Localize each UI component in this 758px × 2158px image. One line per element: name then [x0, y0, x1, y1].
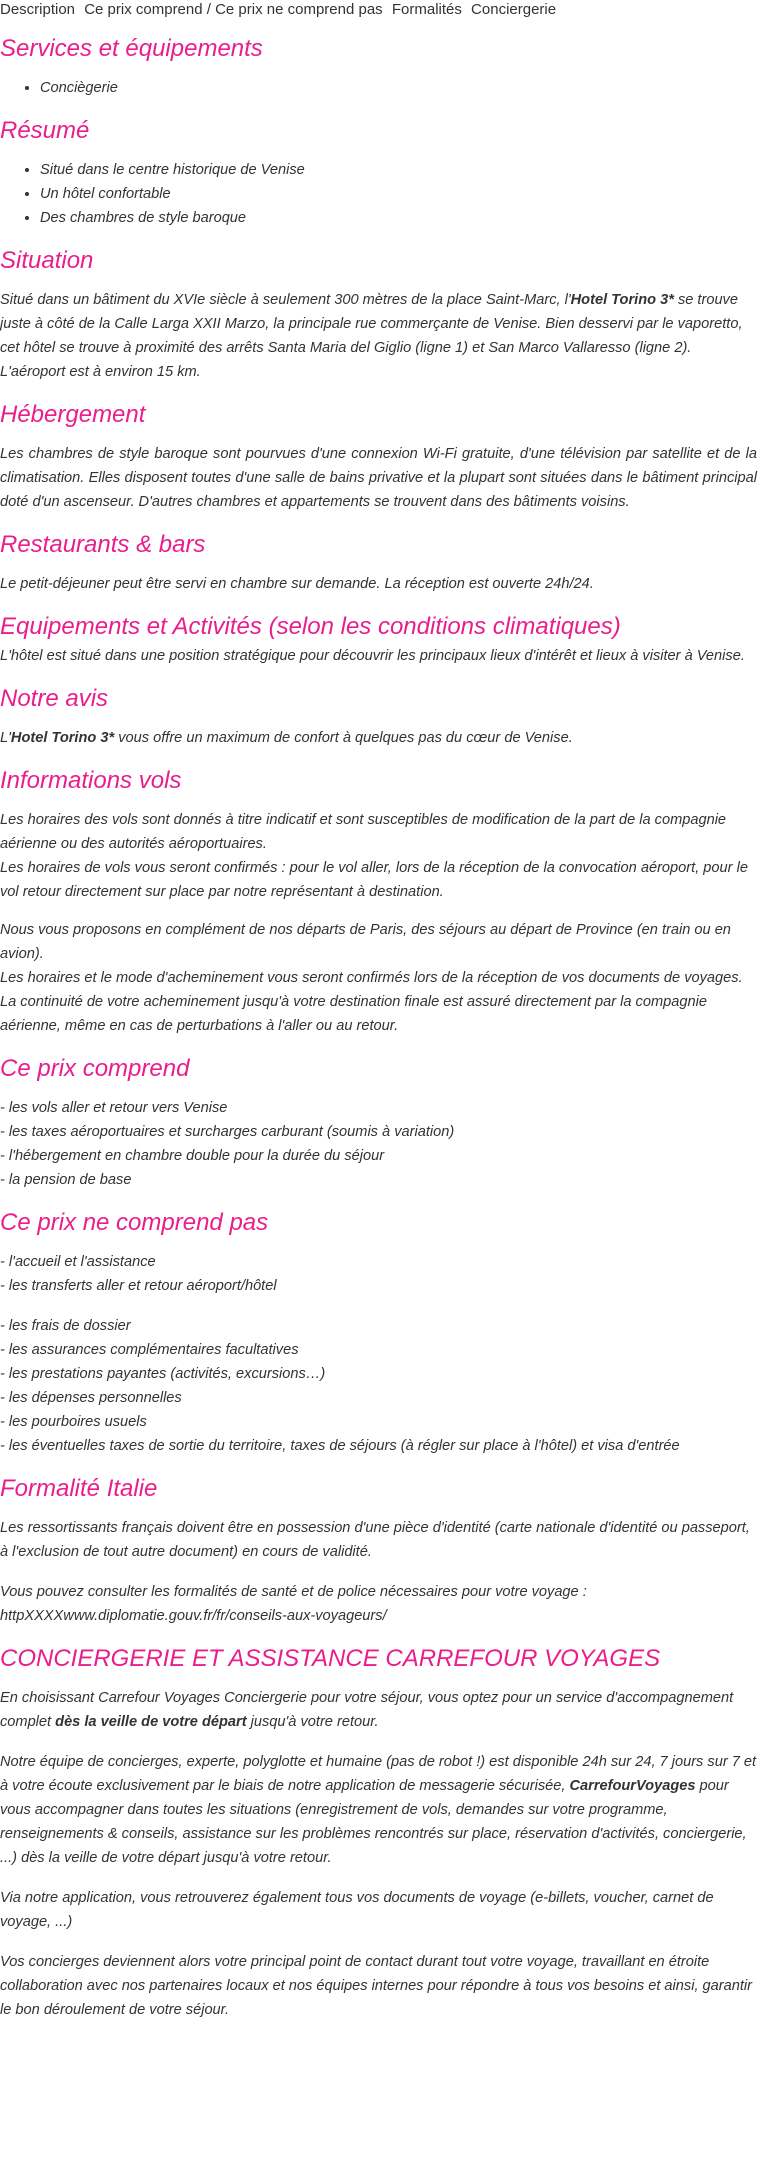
section-situation [0, 246, 757, 384]
hebergement-text: Les chambres de style baroque sont pourvues d'une connexion Wi-Fi gratuite, d'une télévision par satellite et de la climatisation. Elles disposent toutes d'une salle de bains privative et la plupart sont situées dans le bâtiment principal doté d'un ascenseur. D'autres chambres et appartements se trouvent dans des bâtiments voisins. [0, 446, 757, 510]
conciergerie-title: CONCIERGERIE ET ASSISTANCE CARREFOUR VOYAGES [0, 1645, 661, 1672]
text-line: Nous vous proposons en complément de nos départs de Paris, des séjours au départ de Province (en train ou en avion). [0, 922, 731, 962]
resume-title: Résumé [0, 117, 90, 144]
text-fragment: jusqu'à votre retour. [246, 1714, 379, 1730]
tab-prix[interactable]: Ce prix comprend / Ce prix ne comprend pas [84, 1, 383, 18]
text-bold: dès la veille de votre départ [55, 1714, 247, 1730]
avis-text [0, 726, 757, 750]
section-avis [0, 684, 757, 750]
list-item: - les vols aller et retour vers Venise [0, 1100, 228, 1116]
hebergement-title: Hébergement [0, 401, 146, 428]
list-item: - les transferts aller et retour aéroport/hôtel [0, 1278, 277, 1294]
list-item: - les taxes aéroportuaires et surcharges carburant (soumis à variation) [0, 1124, 455, 1140]
text-line: Les horaires des vols sont donnés à titre indicatif et sont susceptibles de modification de la part de la compagnie aérienne ou des autorités aéroportuaires. [0, 812, 727, 852]
vols-title: Informations vols [0, 767, 182, 794]
section-restaurants [0, 530, 757, 596]
hotel-name: Hotel Torino 3* [570, 292, 674, 308]
text-line: Les horaires et le mode d'acheminement vous seront confirmés lors de la réception de vos documents de voyages. [0, 970, 743, 986]
comprend-title: Ce prix comprend [0, 1055, 190, 1082]
services-title: Services et équipements [0, 35, 263, 62]
list-item: • Des chambres de style baroque [40, 206, 757, 230]
tab-formalites[interactable]: Formalités [391, 1, 462, 18]
section-equipements [0, 612, 757, 668]
text-fragment: Situé dans un bâtiment du XVIe siècle à seulement 300 mètres de la place Saint-Marc, l' [0, 292, 571, 308]
section-comprend [0, 1054, 757, 1192]
comprend-list [0, 1096, 757, 1192]
text-fragment: pour vous accompagner dans toutes les situations (enregistrement de vols, demandes sur votre programme, renseignements & conseils, assistance sur les problèmes rencontrés sur place, réservation d'activités, conciergerie, ...) dès la veille de votre départ jusqu'à votre retour. [0, 1778, 747, 1866]
services-list [0, 76, 757, 100]
equipements-title: Equipements et Activités (selon les conditions climatiques) [0, 613, 621, 640]
diplomatie-link[interactable]: httpXXXXwww.diplomatie.gouv.fr/fr/conseils-aux-voyageurs/ [0, 1608, 387, 1624]
text-fragment: En choisissant Carrefour Voyages Conciergerie pour votre séjour, vous optez pour un service d'accompagnement complet [0, 1690, 734, 1730]
text-fragment: vous offre un maximum de confort à quelques pas du cœur de Venise. [114, 730, 573, 746]
text-fragment: se trouve juste à côté de la Calle Larga XXII Marzo, la principale rue commerçante de Venise. Bien desservi par le vaporetto, cet hôtel se trouve à proximité des arrêts Santa Maria del Giglio (ligne 1) et San Marco Vallaresso (ligne 2). L'aéroport est à environ 15 km. [0, 292, 743, 380]
list-item: • Un hôtel confortable [40, 182, 757, 206]
tab-description[interactable]: Description [0, 1, 76, 18]
restaurants-text: Le petit-déjeuner peut être servi en chambre sur demande. La réception est ouverte 24h/24. [0, 576, 594, 592]
list-item: • Conciègerie [40, 76, 757, 100]
formalite-text-2 [0, 1580, 757, 1628]
ne-comprend-list-1 [0, 1250, 757, 1298]
list-item: - les dépenses personnelles [0, 1390, 182, 1406]
list-item: • Situé dans le centre historique de Venise [40, 158, 757, 182]
tab-conciergerie[interactable]: Conciergerie [471, 1, 557, 18]
tab-bar [0, 0, 757, 20]
conciergerie-text-4: Vos concierges deviennent alors votre principal point de contact durant tout votre voyage, travaillant en étroite collaboration avec nos partenaires locaux et nos équipes internes pour répondre à tous vos besoins et ainsi, garantir le bon déroulement de votre séjour. [0, 1954, 753, 2018]
text-line: Vous pouvez consulter les formalités de santé et de police nécessaires pour votre voyage : [0, 1584, 587, 1600]
situation-title: Situation [0, 247, 94, 274]
situation-text [0, 288, 757, 384]
text-fragment: L' [0, 730, 11, 746]
avis-title: Notre avis [0, 685, 109, 712]
list-item: - les pourboires usuels [0, 1414, 147, 1430]
list-item: - l'accueil et l'assistance [0, 1254, 156, 1270]
list-item: - les assurances complémentaires facultatives [0, 1342, 299, 1358]
section-hebergement [0, 400, 757, 514]
vols-text-2 [0, 918, 757, 1038]
conciergerie-text-1 [0, 1686, 757, 1734]
text-bold: CarrefourVoyages [569, 1778, 696, 1794]
section-services [0, 34, 757, 100]
list-item: - la pension de base [0, 1172, 132, 1188]
formalite-title: Formalité Italie [0, 1475, 158, 1502]
restaurants-title: Restaurants & bars [0, 531, 206, 558]
section-conciergerie [0, 1644, 757, 2022]
list-item: - les prestations payantes (activités, excursions…) [0, 1366, 326, 1382]
equipements-text: L'hôtel est situé dans une position stratégique pour découvrir les principaux lieux d'intérêt et lieux à visiter à Venise. [0, 648, 745, 664]
section-vols [0, 766, 757, 1038]
text-line: La continuité de votre acheminement jusqu'à votre destination finale est assuré directement par la compagnie aérienne, même en cas de perturbations à l'aller ou au retour. [0, 994, 707, 1034]
list-item: - les éventuelles taxes de sortie du territoire, taxes de séjours (à régler sur place à l'hôtel) et visa d'entrée [0, 1438, 680, 1454]
text-fragment: Notre équipe de concierges, experte, polyglotte et humaine (pas de robot !) est disponible 24h sur 24, 7 jours sur 7 et à votre écoute exclusivement par le biais de notre application de messagerie sécurisée, [0, 1754, 757, 1794]
resume-list [0, 158, 757, 230]
ne-comprend-title: Ce prix ne comprend pas [0, 1209, 269, 1236]
hotel-name: Hotel Torino 3* [10, 730, 115, 746]
text-line: Les horaires de vols vous seront confirmés : pour le vol aller, lors de la réception de la convocation aéroport, pour le vol retour directement sur place par notre représentant à destination. [0, 860, 748, 900]
list-item: - les frais de dossier [0, 1318, 131, 1334]
list-item: - l'hébergement en chambre double pour la durée du séjour [0, 1148, 385, 1164]
section-formalite [0, 1474, 757, 1628]
conciergerie-text-2 [0, 1750, 757, 1870]
section-ne-comprend [0, 1208, 757, 1458]
formalite-text-1: Les ressortissants français doivent être en possession d'une pièce d'identité (carte nationale d'identité ou passeport, à l'exclusion de tout autre document) en cours de validité. [0, 1520, 750, 1560]
section-resume [0, 116, 757, 230]
vols-text-1 [0, 808, 757, 904]
conciergerie-text-3: Via notre application, vous retrouverez également tous vos documents de voyage (e-billets, voucher, carnet de voyage, ...) [0, 1890, 714, 1930]
ne-comprend-list-2 [0, 1314, 757, 1458]
